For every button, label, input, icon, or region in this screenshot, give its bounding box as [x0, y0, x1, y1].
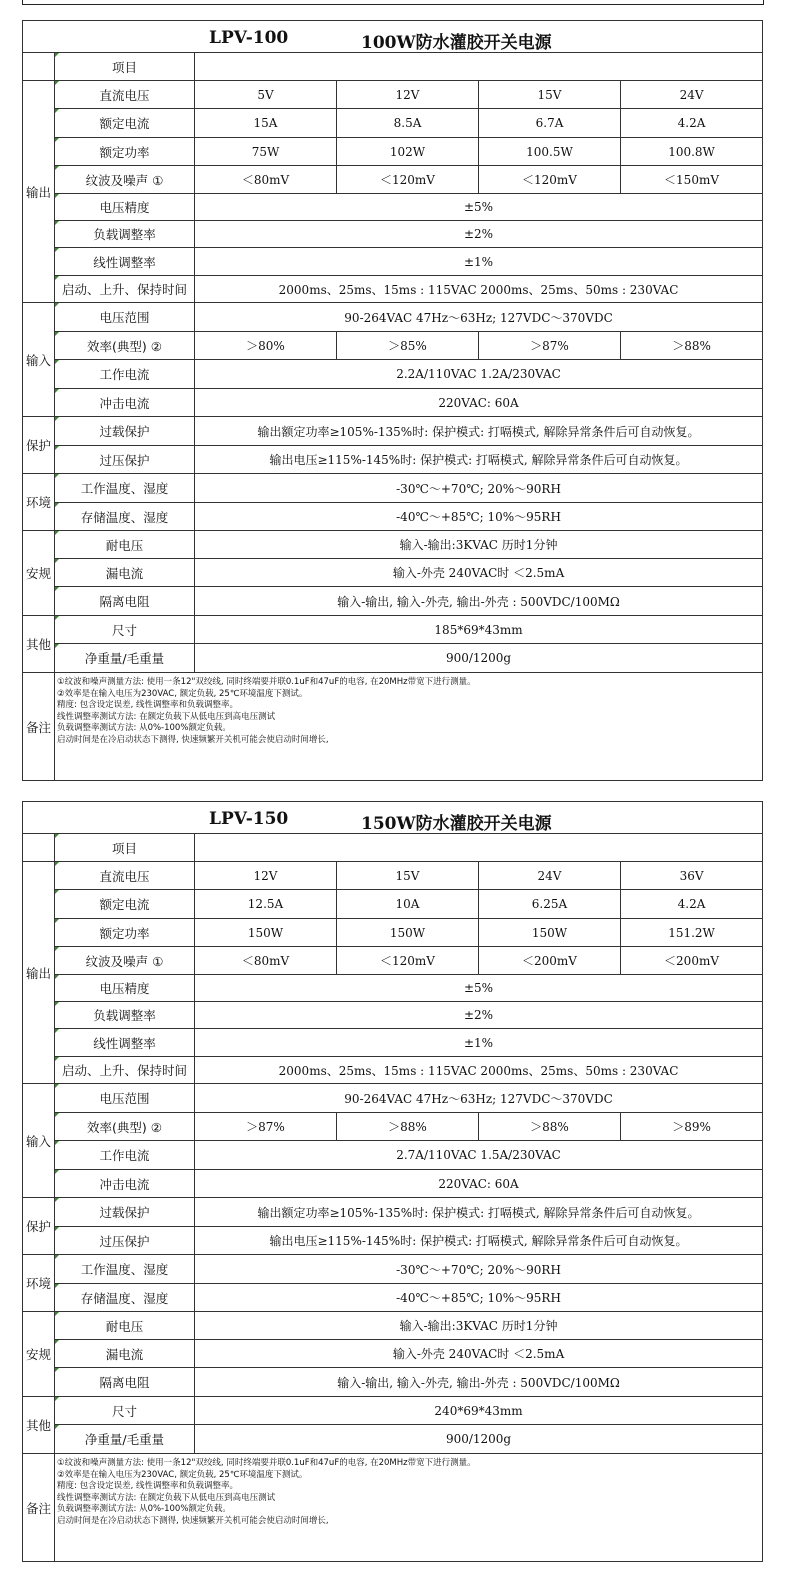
ripple-value: ＜120mV — [479, 166, 621, 194]
leakage-value: 输入-外壳 240VAC时 ＜2.5mA — [195, 1340, 763, 1368]
dc-voltage-value: 24V — [621, 81, 763, 109]
working-temp-value: -30℃～+70℃; 20%～90RH — [195, 474, 763, 503]
load-regulation-value: ±2% — [195, 221, 763, 248]
table-row — [23, 446, 763, 474]
working-temp-label: 工作温度、湿度 — [55, 1255, 195, 1284]
environment-category: 环境 — [23, 1255, 55, 1312]
rated-power-value: 150W — [195, 919, 337, 947]
ripple-value: ＜80mV — [195, 947, 337, 975]
storage-temp-label: 存储温度、湿度 — [55, 1284, 195, 1312]
efficiency-value: ＞85% — [337, 332, 479, 360]
safety-category: 安规 — [23, 531, 55, 616]
table-row — [23, 1425, 763, 1454]
rated-current-value: 15A — [195, 109, 337, 138]
efficiency-value: ＞89% — [621, 1113, 763, 1141]
table-row — [23, 1170, 763, 1198]
voltage-accuracy-value: ±5% — [195, 975, 763, 1002]
table-row — [23, 360, 763, 389]
table-row — [23, 1397, 763, 1425]
storage-temp-label: 存储温度、湿度 — [55, 503, 195, 531]
inrush-current-label: 冲击电流 — [55, 1170, 195, 1198]
product-name: 100W防水灌胶开关电源 — [361, 32, 552, 53]
other-category: 其他 — [23, 1397, 55, 1454]
note-line: ②效率是在输入电压为230VAC, 额定负载, 25℃环境温度下测试。 — [57, 1469, 308, 1480]
voltage-range-label: 电压范围 — [55, 1084, 195, 1113]
previous-table-bottom — [22, 0, 764, 5]
dc-voltage-value: 15V — [479, 81, 621, 109]
note-line: 线性调整率测试方法: 在额定负载下从低电压到高电压测试 — [57, 1492, 276, 1503]
efficiency-label: 效率(典型) ② — [55, 332, 195, 360]
table-row — [23, 332, 763, 360]
weight-label: 净重量/毛重量 — [55, 644, 195, 673]
table-row — [23, 81, 763, 109]
ripple-value: ＜80mV — [195, 166, 337, 194]
leakage-label: 漏电流 — [55, 1340, 195, 1368]
efficiency-value: ＞88% — [621, 332, 763, 360]
isolation-label: 隔离电阻 — [55, 587, 195, 616]
output-category: 输出 — [23, 81, 55, 303]
size-label: 尺寸 — [55, 616, 195, 644]
rated-current-value: 6.25A — [479, 890, 621, 919]
voltage-accuracy-label: 电压精度 — [55, 194, 195, 221]
voltage-range-value: 90-264VAC 47Hz～63Hz; 127VDC～370VDC — [195, 303, 763, 332]
table-row — [23, 644, 763, 673]
note-line: ①纹波和噪声测量方法: 使用一条12"双绞线, 同时终端要并联0.1uF和47uF的电容, 在20MHz带宽下进行测量。 — [57, 677, 476, 687]
working-current-label: 工作电流 — [55, 360, 195, 389]
table-row — [23, 862, 763, 890]
overvoltage-value: 输出电压≥115%-145%时: 保护模式: 打嗝模式, 解除异常条件后可自动恢复。 — [195, 446, 763, 474]
table-row — [23, 166, 763, 194]
withstand-label: 耐电压 — [55, 531, 195, 559]
notes-row — [23, 1454, 763, 1562]
ripple-value: ＜200mV — [621, 947, 763, 975]
startup-label: 启动、上升、保持时间 — [55, 1057, 195, 1084]
spec-table — [22, 20, 763, 781]
rated-power-value: 151.2W — [621, 919, 763, 947]
table-row — [23, 109, 763, 138]
table-row — [23, 1198, 763, 1227]
rated-power-value: 150W — [337, 919, 479, 947]
ripple-value: ＜150mV — [621, 166, 763, 194]
protection-category: 保护 — [23, 1198, 55, 1255]
overvoltage-label: 过压保护 — [55, 446, 195, 474]
inrush-current-value: 220VAC: 60A — [195, 1170, 763, 1198]
voltage-range-value: 90-264VAC 47Hz～63Hz; 127VDC～370VDC — [195, 1084, 763, 1113]
efficiency-value: ＞88% — [337, 1113, 479, 1141]
input-category: 输入 — [23, 303, 55, 417]
line-regulation-value: ±1% — [195, 1029, 763, 1057]
notes-row — [23, 673, 763, 781]
voltage-accuracy-label: 电压精度 — [55, 975, 195, 1002]
rated-current-label: 额定电流 — [55, 109, 195, 138]
table-row — [23, 276, 763, 303]
note-line: 精度: 包含设定误差, 线性调整率和负载调整率。 — [57, 700, 238, 710]
line-regulation-label: 线性调整率 — [55, 1029, 195, 1057]
output-category: 输出 — [23, 862, 55, 1084]
ripple-value: ＜200mV — [479, 947, 621, 975]
table-row — [23, 947, 763, 975]
note-line: ①纹波和噪声测量方法: 使用一条12"双绞线, 同时终端要并联0.1uF和47uF的电容, 在20MHz带宽下进行测量。 — [57, 1458, 476, 1468]
blank-cell — [195, 53, 763, 81]
model-name: LPV-150 — [209, 808, 289, 829]
note-line: ②效率是在输入电压为230VAC, 额定负载, 25℃环境温度下测试。 — [57, 688, 308, 699]
startup-label: 启动、上升、保持时间 — [55, 276, 195, 303]
weight-label: 净重量/毛重量 — [55, 1425, 195, 1454]
table-row — [23, 1284, 763, 1312]
rated-power-value: 102W — [337, 138, 479, 166]
note-line: 负载调整率测试方法: 从0%-100%额定负载。 — [57, 1504, 231, 1514]
weight-value: 900/1200g — [195, 644, 763, 673]
table-row — [23, 531, 763, 559]
size-label: 尺寸 — [55, 1397, 195, 1425]
working-current-value: 2.7A/110VAC 1.5A/230VAC — [195, 1141, 763, 1170]
startup-value: 2000ms、25ms、15ms : 115VAC 2000ms、25ms、50ms : 230VAC — [195, 1057, 763, 1084]
table-row — [23, 1255, 763, 1284]
withstand-value: 输入-输出:3KVAC 历时1分钟 — [195, 531, 763, 559]
item-header-row — [23, 53, 763, 81]
notes-category: 备注 — [23, 1454, 55, 1562]
table-row — [23, 1002, 763, 1029]
dc-voltage-value: 36V — [621, 862, 763, 890]
table-row — [23, 587, 763, 616]
note-line: 负载调整率测试方法: 从0%-100%额定负载。 — [57, 723, 231, 733]
efficiency-value: ＞87% — [195, 1113, 337, 1141]
rated-current-value: 12.5A — [195, 890, 337, 919]
isolation-value: 输入-输出, 输入-外壳, 输出-外壳 : 500VDC/100MΩ — [195, 1368, 763, 1397]
working-current-label: 工作电流 — [55, 1141, 195, 1170]
title-row — [23, 802, 763, 834]
note-line: 启动时间是在冷启动状态下测得, 快速频繁开关机可能会使启动时间增长, — [57, 1515, 329, 1526]
table-row — [23, 221, 763, 248]
ripple-value: ＜120mV — [337, 947, 479, 975]
table-row — [23, 1368, 763, 1397]
table-row — [23, 890, 763, 919]
load-regulation-label: 负载调整率 — [55, 1002, 195, 1029]
table-row — [23, 194, 763, 221]
protection-category: 保护 — [23, 417, 55, 474]
rated-current-value: 4.2A — [621, 109, 763, 138]
rated-power-value: 100.8W — [621, 138, 763, 166]
voltage-accuracy-value: ±5% — [195, 194, 763, 221]
leakage-value: 输入-外壳 240VAC时 ＜2.5mA — [195, 559, 763, 587]
overvoltage-label: 过压保护 — [55, 1227, 195, 1255]
overload-value: 输出额定功率≥105%-135%时: 保护模式: 打嗝模式, 解除异常条件后可自动恢复。 — [195, 1198, 763, 1227]
product-name: 150W防水灌胶开关电源 — [361, 813, 552, 834]
ripple-label: 纹波及噪声 ① — [55, 947, 195, 975]
storage-temp-value: -40℃～+85℃; 10%～95RH — [195, 503, 763, 531]
item-header-row — [23, 834, 763, 862]
weight-value: 900/1200g — [195, 1425, 763, 1454]
model-name: LPV-100 — [209, 27, 289, 48]
spec-table — [22, 801, 763, 1562]
working-temp-value: -30℃～+70℃; 20%～90RH — [195, 1255, 763, 1284]
isolation-value: 输入-输出, 输入-外壳, 输出-外壳 : 500VDC/100MΩ — [195, 587, 763, 616]
table-row — [23, 1312, 763, 1340]
working-current-value: 2.2A/110VAC 1.2A/230VAC — [195, 360, 763, 389]
item-header: 项目 — [55, 834, 195, 862]
notes-text — [55, 673, 763, 781]
inrush-current-value: 220VAC: 60A — [195, 389, 763, 417]
rated-current-value: 6.7A — [479, 109, 621, 138]
working-temp-label: 工作温度、湿度 — [55, 474, 195, 503]
notes-text — [55, 1454, 763, 1562]
notes-category: 备注 — [23, 673, 55, 781]
efficiency-label: 效率(典型) ② — [55, 1113, 195, 1141]
note-line: 精度: 包含设定误差, 线性调整率和负载调整率。 — [57, 1481, 238, 1491]
overload-label: 过载保护 — [55, 417, 195, 446]
safety-category: 安规 — [23, 1312, 55, 1397]
table-row — [23, 1227, 763, 1255]
leakage-label: 漏电流 — [55, 559, 195, 587]
other-category: 其他 — [23, 616, 55, 673]
table-row — [23, 1084, 763, 1113]
size-value: 240*69*43mm — [195, 1397, 763, 1425]
rated-power-value: 75W — [195, 138, 337, 166]
dc-voltage-value: 24V — [479, 862, 621, 890]
table-row — [23, 138, 763, 166]
line-regulation-value: ±1% — [195, 248, 763, 276]
note-line: 启动时间是在冷启动状态下测得, 快速频繁开关机可能会使启动时间增长, — [57, 734, 329, 745]
ripple-value: ＜120mV — [337, 166, 479, 194]
efficiency-value: ＞87% — [479, 332, 621, 360]
item-header: 项目 — [55, 53, 195, 81]
note-line: 线性调整率测试方法: 在额定负载下从低电压到高电压测试 — [57, 711, 276, 722]
table-row — [23, 1113, 763, 1141]
efficiency-value: ＞88% — [479, 1113, 621, 1141]
blank-cell — [23, 53, 55, 81]
rated-current-value: 4.2A — [621, 890, 763, 919]
table-row — [23, 616, 763, 644]
table-row — [23, 303, 763, 332]
isolation-label: 隔离电阻 — [55, 1368, 195, 1397]
table-row — [23, 1340, 763, 1368]
table-row — [23, 1057, 763, 1084]
table-row — [23, 474, 763, 503]
table-row — [23, 248, 763, 276]
dc-voltage-label: 直流电压 — [55, 862, 195, 890]
blank-cell — [23, 834, 55, 862]
table-row — [23, 559, 763, 587]
withstand-label: 耐电压 — [55, 1312, 195, 1340]
overvoltage-value: 输出电压≥115%-145%时: 保护模式: 打嗝模式, 解除异常条件后可自动恢复。 — [195, 1227, 763, 1255]
size-value: 185*69*43mm — [195, 616, 763, 644]
efficiency-value: ＞80% — [195, 332, 337, 360]
withstand-value: 输入-输出:3KVAC 历时1分钟 — [195, 1312, 763, 1340]
rated-current-label: 额定电流 — [55, 890, 195, 919]
blank-cell — [195, 834, 763, 862]
load-regulation-label: 负载调整率 — [55, 221, 195, 248]
table-title — [23, 802, 763, 834]
startup-value: 2000ms、25ms、15ms : 115VAC 2000ms、25ms、50ms : 230VAC — [195, 276, 763, 303]
input-category: 输入 — [23, 1084, 55, 1198]
table-row — [23, 919, 763, 947]
rated-power-label: 额定功率 — [55, 919, 195, 947]
inrush-current-label: 冲击电流 — [55, 389, 195, 417]
title-row — [23, 21, 763, 53]
table-row — [23, 417, 763, 446]
overload-value: 输出额定功率≥105%-135%时: 保护模式: 打嗝模式, 解除异常条件后可自动恢复。 — [195, 417, 763, 446]
rated-power-value: 100.5W — [479, 138, 621, 166]
table-row — [23, 1141, 763, 1170]
rated-current-value: 10A — [337, 890, 479, 919]
rated-power-value: 150W — [479, 919, 621, 947]
dc-voltage-value: 5V — [195, 81, 337, 109]
dc-voltage-value: 15V — [337, 862, 479, 890]
voltage-range-label: 电压范围 — [55, 303, 195, 332]
overload-label: 过载保护 — [55, 1198, 195, 1227]
table-row — [23, 503, 763, 531]
environment-category: 环境 — [23, 474, 55, 531]
dc-voltage-label: 直流电压 — [55, 81, 195, 109]
dc-voltage-value: 12V — [337, 81, 479, 109]
rated-current-value: 8.5A — [337, 109, 479, 138]
ripple-label: 纹波及噪声 ① — [55, 166, 195, 194]
storage-temp-value: -40℃～+85℃; 10%～95RH — [195, 1284, 763, 1312]
table-row — [23, 975, 763, 1002]
load-regulation-value: ±2% — [195, 1002, 763, 1029]
line-regulation-label: 线性调整率 — [55, 248, 195, 276]
dc-voltage-value: 12V — [195, 862, 337, 890]
rated-power-label: 额定功率 — [55, 138, 195, 166]
table-row — [23, 389, 763, 417]
table-row — [23, 1029, 763, 1057]
table-title — [23, 21, 763, 53]
